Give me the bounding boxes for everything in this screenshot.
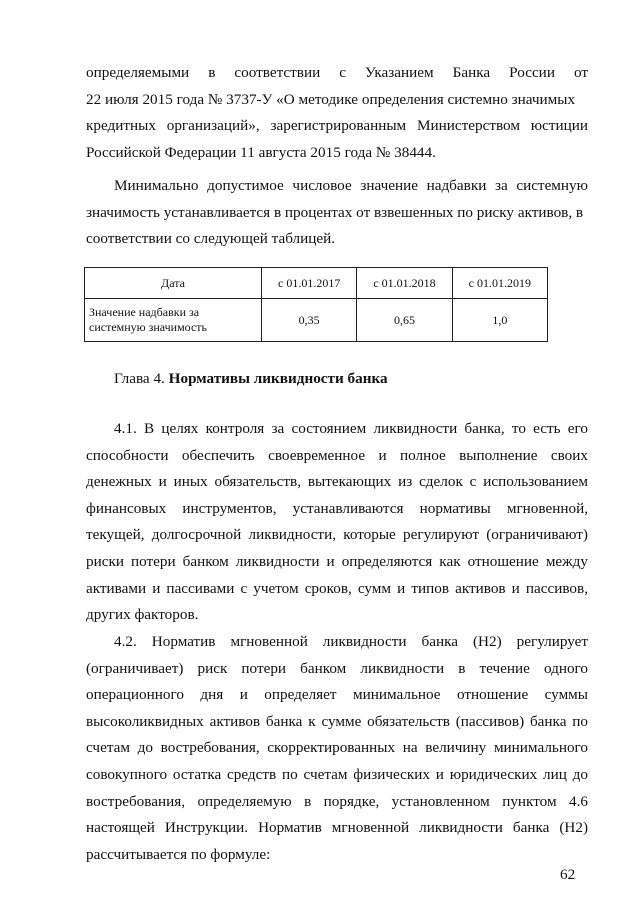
text-line: кредитных организаций», зарегистрированным Министерством юстиции [86,117,588,135]
text-line: Минимально допустимое числовое значение надбавки за системную [114,177,588,194]
table-row-label: Значение надбавки за системную значимость [85,299,262,342]
chapter-heading [114,370,388,388]
text-line: высоколиквидных активов банка к сумме обязательств (пассивов) банка по [86,712,588,730]
min-value-paragraph [86,173,588,253]
text-line: 4.2. Норматив мгновенной ликвидности банка (Н2) регулирует [114,633,588,650]
section-4-2-paragraph [86,629,588,868]
text-line: текущей, долгосрочной ликвидности, которые регулируют (ограничивают) [86,526,588,544]
text-line: 22 июля 2015 года № 3737-У «О методике определения системно значимых [86,90,576,108]
text-line: способности обеспечить своевременное и полное выполнение своих [86,446,588,464]
text-line: 4.1. В целях контроля за состоянием ликвидности банка, то есть его [114,420,588,437]
text-line: денежных и иных обязательств, вытекающих из сделок с использованием [86,473,588,491]
text-line: финансовых инструментов, устанавливаются нормативы мгновенной, [86,499,588,517]
table-header-row [85,268,548,299]
table-header-cell: с 01.01.2019 [452,268,547,299]
text-line: определяемыми в соответствии с Указанием Банка России от [86,64,588,81]
table-cell: 0,35 [262,299,357,342]
text-line: активами и пассивами с учетом сроков, сумм и типов активов и пассивов, [86,579,588,597]
text-line: соответствии со следующей таблицей. [86,230,336,248]
section-4-1-paragraph [86,416,588,629]
chapter-prefix: Глава 4. [114,370,169,387]
page-number: 62 [560,866,576,883]
text-line: (ограничивает) риск потери банком ликвидности в течение одного [86,659,588,677]
text-line: счетам до востребования, скорректированных на величину минимального [86,739,588,757]
text-line: Российской Федерации 11 августа 2015 года № 38444. [86,143,436,161]
text-line: настоящей Инструкции. Норматив мгновенной ликвидности банка (Н2) [86,819,588,837]
table-header-cell: с 01.01.2017 [262,268,357,299]
text-line: рассчитывается по формуле: [86,845,271,863]
intro-paragraph [86,60,588,166]
text-line: риски потери банком ликвидности и определяются как отношение между [86,552,588,570]
table-cell: 1,0 [452,299,547,342]
text-line: совокупного остатка средств по счетам физических и юридических лиц до [86,765,588,783]
text-line: других факторов. [86,606,199,624]
table-cell: 0,65 [357,299,452,342]
surcharge-table [84,267,548,342]
table-row [85,299,548,342]
chapter-title: Нормативы ликвидности банка [168,370,388,387]
table-header-cell: Дата [85,268,262,299]
text-line: востребования, определяемую в порядке, установленном пунктом 4.6 [86,792,588,810]
text-line: операционного дня и определяет минимальное отношение суммы [86,686,588,704]
table-header-cell: с 01.01.2018 [357,268,452,299]
text-line: значимость устанавливается в процентах от взвешенных по риску активов, в [86,203,584,221]
